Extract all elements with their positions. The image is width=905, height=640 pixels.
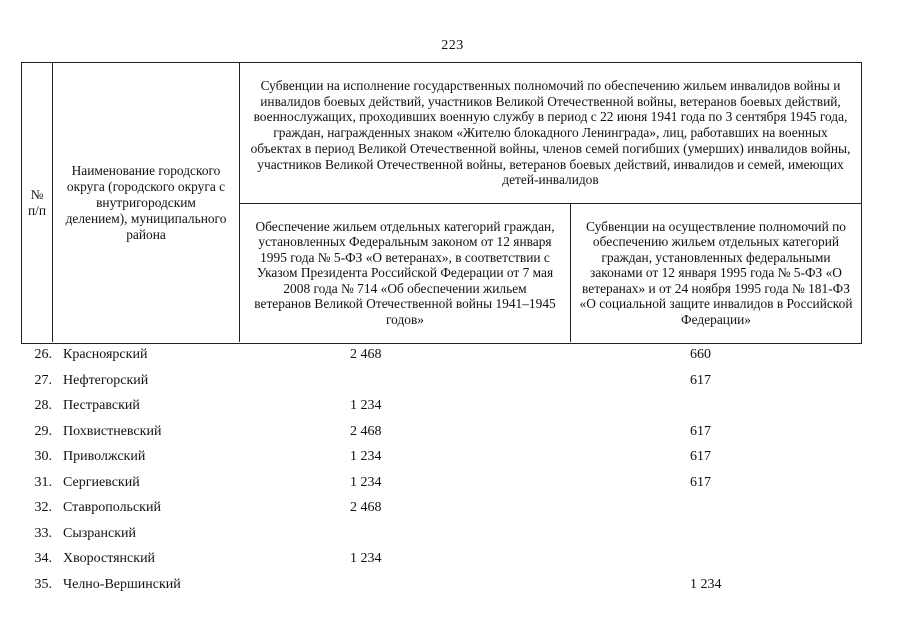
- row-number: 29.: [34, 423, 52, 439]
- row-value-housing-federal: 1 234: [690, 576, 722, 592]
- row-number: 32.: [34, 500, 52, 515]
- row-name: Ставропольский: [63, 500, 161, 515]
- row-value-housing-veterans: 1 234: [350, 398, 382, 413]
- header-housing-federal-laws: Субвенции на осуществление полномочий по обеспечению жильем отдельных категорий граждан, установленных федеральными законами от 12 января 1995 года № 5-ФЗ «О ветеранах» и от 24 ноября 1995 года № 181-ФЗ «О социальной защите инвалидов в Российской Федерации»: [579, 218, 853, 327]
- row-number: 33.: [34, 525, 52, 541]
- table-row: [0, 574, 905, 598]
- row-value-housing-federal: 617: [690, 372, 711, 388]
- row-value-housing-veterans: 2 468: [350, 423, 382, 439]
- row-number: 31.: [34, 474, 52, 490]
- row-value-housing-federal: 617: [690, 423, 711, 439]
- row-number: 30.: [34, 449, 52, 464]
- row-value-housing-veterans: 2 468: [350, 347, 382, 362]
- table-row: [0, 446, 905, 470]
- row-name: Красноярский: [63, 347, 148, 362]
- table-row: [0, 548, 905, 572]
- header-number: № п/п: [27, 186, 47, 218]
- row-value-housing-veterans: 1 234: [350, 474, 382, 490]
- table-header: [21, 62, 862, 344]
- row-name: Сергиевский: [63, 474, 140, 490]
- row-number: 27.: [34, 372, 52, 388]
- table-row: [0, 344, 905, 368]
- row-number: 35.: [34, 576, 52, 592]
- header-subventions-group: Субвенции на исполнение государственных полномочий по обеспечению жильем инвалидов войны и инвалидов боевых действий, участников Великой Отечественной войны, ветеранов боевых действий, военнослужащих, проходивших военную службу в период с 22 июня 1941 года по 3 сентября 1945 года, граждан, награжденных знаком «Жителю блокадного Ленинграда», лиц, работавших на военных объектах в период Великой Отечественной войны, членов семей погибших (умерших) инвалидов войны, участников Великой Отечественной войны, ветеранов боевых действий, инвалидов и семей, имеющих детей-инвалидов: [250, 77, 851, 188]
- row-number: 34.: [34, 551, 52, 566]
- row-value-housing-federal: 660: [690, 347, 711, 362]
- row-name: Нефтегорский: [63, 372, 149, 388]
- row-value-housing-federal: 617: [690, 449, 711, 464]
- row-name: Хворостянский: [63, 551, 156, 566]
- page-number: 223: [441, 38, 464, 53]
- table-row: [0, 472, 905, 496]
- row-value-housing-federal: 617: [690, 474, 711, 490]
- row-name: Похвистневский: [63, 423, 162, 439]
- table-row: [0, 370, 905, 394]
- table-row: [0, 421, 905, 445]
- row-number: 28.: [34, 398, 52, 413]
- row-name: Приволжский: [63, 449, 146, 464]
- row-value-housing-veterans: 1 234: [350, 551, 382, 566]
- table-row: [0, 497, 905, 521]
- row-name: Пестравский: [63, 398, 140, 413]
- table-row: [0, 523, 905, 547]
- table-row: [0, 395, 905, 419]
- row-name: Челно-Вершинский: [63, 576, 181, 592]
- row-value-housing-veterans: 1 234: [350, 449, 382, 464]
- header-housing-veterans: Обеспечение жильем отдельных категорий граждан, установленных Федеральным законом от 12 января 1995 года № 5-ФЗ «О ветеранах», в соответствии с Указом Президента Российской Федерации от 7 мая 2008 года № 714 «Об обеспечении жильем ветеранов Великой Отечественной войны 1941–1945 годов»: [254, 218, 556, 327]
- header-municipality-name: Наименование городского округа (городского округа с внутригородским делением), муниципального района: [65, 162, 227, 242]
- row-value-housing-veterans: 2 468: [350, 500, 382, 515]
- row-name: Сызранский: [63, 525, 136, 541]
- row-number: 26.: [34, 347, 52, 362]
